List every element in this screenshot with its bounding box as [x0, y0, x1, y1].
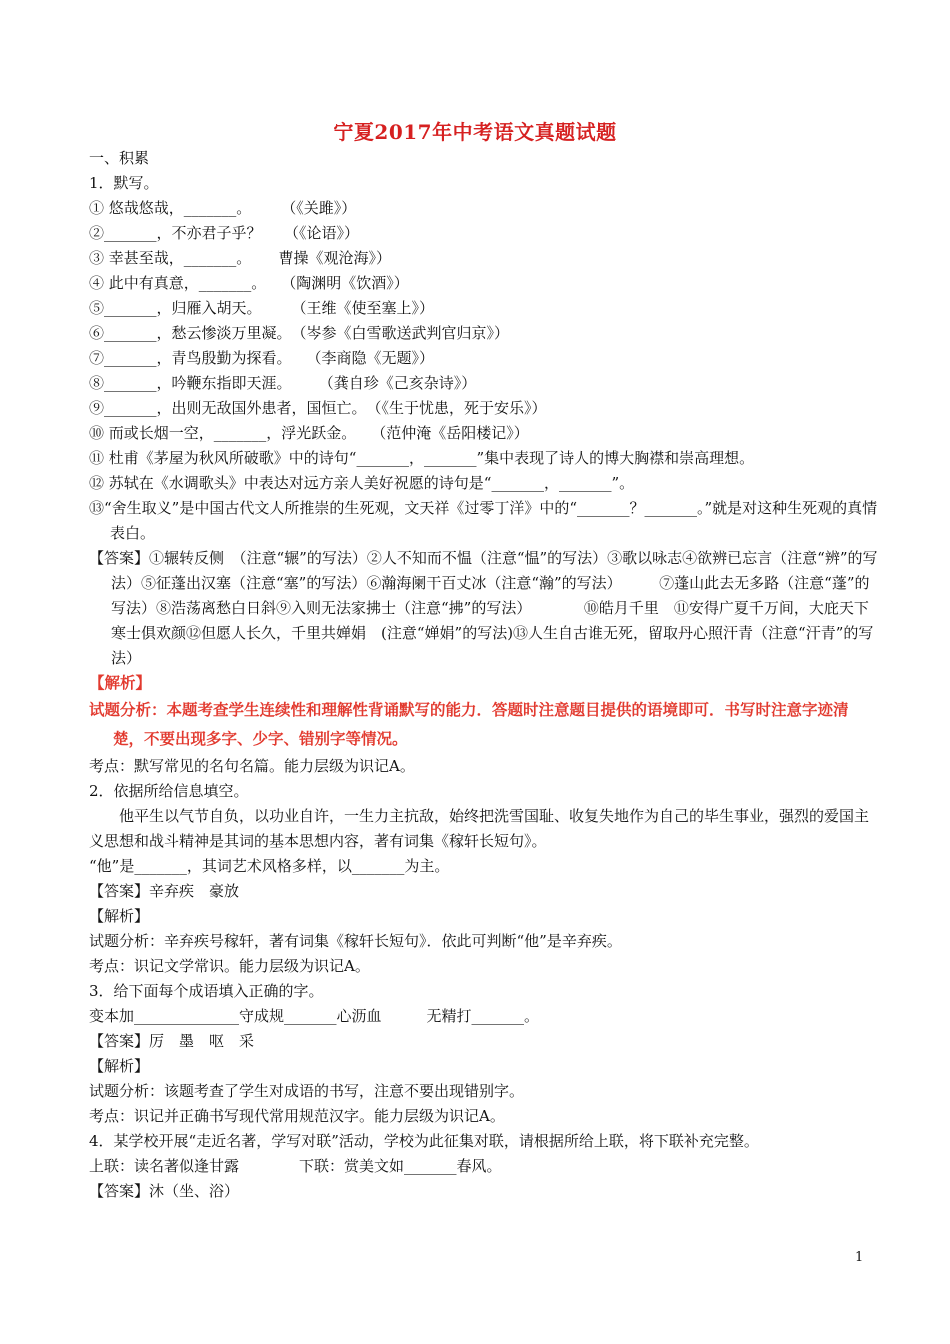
kaodian-text: 考点：默写常见的名句名篇。能力层级为识记A。 — [89, 757, 415, 775]
question-1-item: ③ 幸甚至哉，_______。 曹操《观沧海》） — [89, 249, 392, 267]
question-1-item: ① 悠哉悠哉，_______。 （《关雎》） — [89, 199, 357, 217]
analysis-text: 试题分析：本题考查学生连续性和理解性背诵默写的能力．答题时注意题目提供的语境即可．书写时注意字迹清楚，不要出现多字、少字、错别字等情况。 — [89, 701, 849, 748]
analysis-label: 【解析】 — [89, 907, 150, 925]
question-1-heading: 1．默写。 — [89, 174, 159, 192]
question-4-heading: 4．某学校开展“走近名著，学写对联”活动，学校为此征集对联，请根据所给上联，将下联补充完整。 — [89, 1132, 759, 1150]
question-1-item: ⑨_______，出则无敌国外患者，国恒亡。 （《生于忧患，死于安乐》） — [89, 399, 547, 417]
question-2-passage: 他平生以气节自负，以功业自许，一生力主抗敌，始终把洗雪国耻、收复失地作为自己的毕生事业，强烈的爱国主义思想和战斗精神是其词的基本思想内容，著有词集《稼轩长短句》。 — [89, 807, 870, 850]
question-2-heading: 2．依据所给信息填空。 — [89, 782, 249, 800]
answer-block: 【答案】辛弃疾 豪放 — [89, 882, 240, 900]
question-3-heading: 3．给下面每个成语填入正确的字。 — [89, 982, 324, 1000]
question-1-item: ⑤_______，归雁入胡天。 （王维《使至塞上》） — [89, 299, 435, 317]
page-number: 1 — [855, 1250, 864, 1265]
question-4-couplet: 上联：读名著似逢甘露 下联：赏美文如_______春风。 — [89, 1157, 502, 1175]
question-1-item: ⑥_______，愁云惨淡万里凝。 （岑参《白雪歌送武判官归京》） — [89, 324, 510, 342]
question-1-item: ④ 此中有真意，_______。 （陶渊明《饮酒》） — [89, 274, 409, 292]
document-title: 宁夏2017年中考语文真题试题 — [333, 120, 617, 144]
question-3-fill: 变本加______________守成规_______心沥血 无精打_______。 — [89, 1007, 540, 1025]
section-heading: 一、积累 — [89, 149, 150, 167]
question-1-item: ⑫ 苏轼在《水调歌头》中表达对远方亲人美好祝愿的诗句是“_______，_______”。 — [89, 474, 635, 492]
analysis-text: 试题分析：该题考查了学生对成语的书写，注意不要出现错别字。 — [89, 1082, 525, 1100]
question-1-item: ⑪ 杜甫《茅屋为秋风所破歌》中的诗句“_______，_______”集中表现了诗人的博大胸襟和崇高理想。 — [89, 449, 755, 467]
question-2-fill: “他”是_______，其词艺术风格多样，以_______为主。 — [89, 857, 450, 875]
answer-block: 【答案】厉 墨 呕 采 — [89, 1032, 255, 1050]
question-1-item: ⑧_______，吟鞭东指即天涯。 （龚自珍《己亥杂诗》） — [89, 374, 477, 392]
kaodian-text: 考点：识记并正确书写现代常用规范汉字。能力层级为识记A。 — [89, 1107, 505, 1125]
analysis-label: 【解析】 — [89, 1057, 150, 1075]
analysis-text: 试题分析：辛弃疾号稼轩，著有词集《稼轩长短句》．依此可判断“他”是辛弃疾。 — [89, 932, 622, 950]
document-body — [89, 146, 879, 1204]
answer-block: 【答案】①辗转反侧 （注意“辗”的写法）②人不知而不愠（注意“愠”的写法）③歌以咏志④欲辨已忘言（注意“辨”的写法）⑤征蓬出汉塞（注意“塞”的写法）⑥瀚海阑干百丈冰（注意“瀚”的写法） ⑦蓬山此去无多路（注意“蓬”的写法）⑧浩荡离愁白日斜⑨入则无法家拂士（注意“拂”的写法） ⑩皓月千里 ⑪安得广夏千万间，大庇天下寒士俱欢颜⑫但愿人长久，千里共婵娟 (注意“婵娟”的写法)⑬人生自古谁无死，留取丹心照汗青（注意“汗青”的写法） — [89, 549, 878, 667]
question-1-item: ②_______，不亦君子乎？ （《论语》） — [89, 224, 360, 242]
kaodian-text: 考点：识记文学常识。能力层级为识记A。 — [89, 957, 370, 975]
question-1-item: ⑬“舍生取义”是中国古代文人所推崇的生死观，文天祥《过零丁洋》中的“_______？_______。”就是对这种生死观的真情表白。 — [89, 499, 878, 542]
question-1-item: ⑦_______，青鸟殷勤为探看。 （李商隐《无题》） — [89, 349, 435, 367]
analysis-label: 【解析】 — [89, 674, 152, 692]
question-1-item: ⑩ 而或长烟一空，_______，浮光跃金。 （范仲淹《岳阳楼记》） — [89, 424, 529, 442]
answer-block: 【答案】沐（坐、浴） — [89, 1182, 240, 1200]
